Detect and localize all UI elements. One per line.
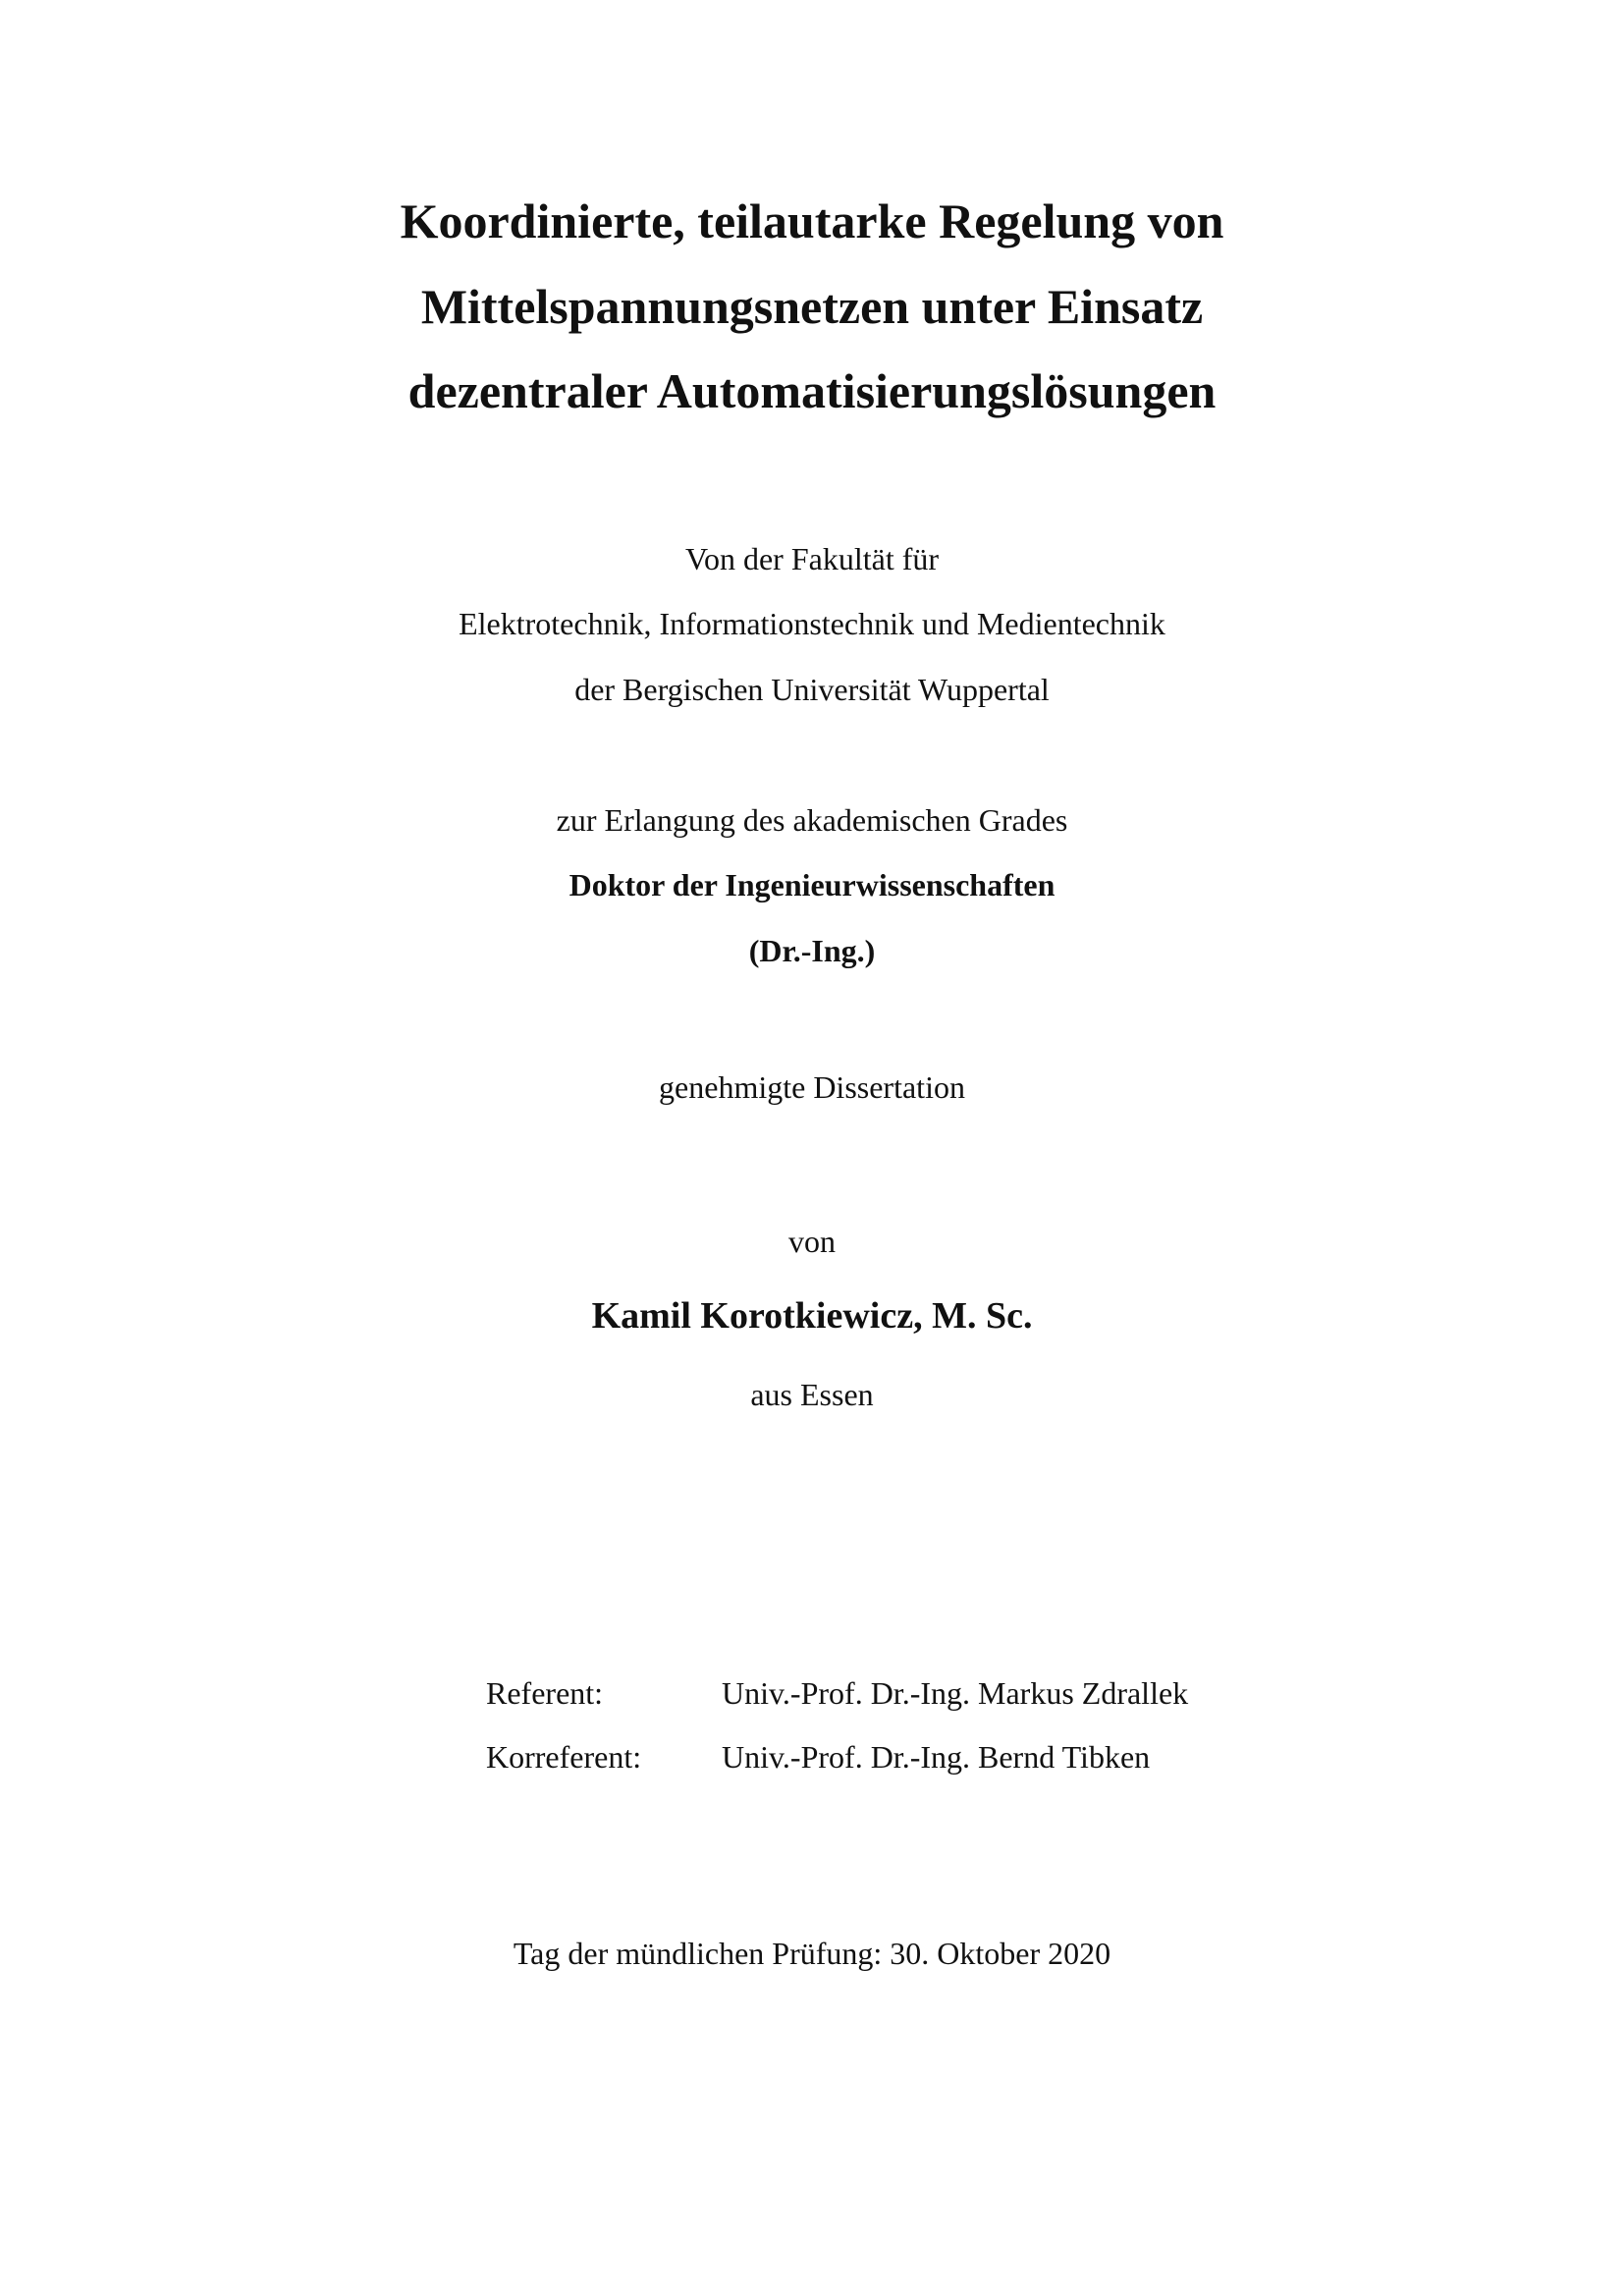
degree-name: Doktor der Ingenieurwissenschaften	[568, 867, 1056, 902]
dissertation-label: genehmigte Dissertation	[659, 1069, 965, 1105]
title-line-3: dezentraler Automatisierungslösungen	[407, 363, 1217, 418]
faculty-line-2: Elektrotechnik, Informationstechnik und Medientechnik	[459, 606, 1165, 641]
exam-date: Tag der mündlichen Prüfung: 30. Oktober 2020	[513, 1936, 1111, 1971]
faculty-line-1: Von der Fakultät für	[684, 541, 940, 576]
co-referee-name: Univ.-Prof. Dr.-Ing. Bernd Tibken	[722, 1739, 1151, 1775]
author-origin: aus Essen	[750, 1377, 874, 1412]
title-line-1: Koordinierte, teilautarke Regelung von	[400, 193, 1224, 248]
faculty-line-3: der Bergischen Universität Wuppertal	[574, 672, 1050, 707]
degree-abbreviation: (Dr.-Ing.)	[748, 933, 876, 968]
referee-name: Univ.-Prof. Dr.-Ing. Markus Zdrallek	[722, 1675, 1189, 1711]
author-name: Kamil Korotkiewicz, M. Sc.	[591, 1295, 1033, 1337]
co-referee-role: Korreferent:	[486, 1739, 642, 1775]
title-line-2: Mittelspannungsnetzen unter Einsatz	[420, 279, 1204, 334]
referee-role: Referent:	[486, 1675, 604, 1711]
author-by: von	[788, 1224, 836, 1259]
degree-intro: zur Erlangung des akademischen Grades	[556, 802, 1068, 838]
